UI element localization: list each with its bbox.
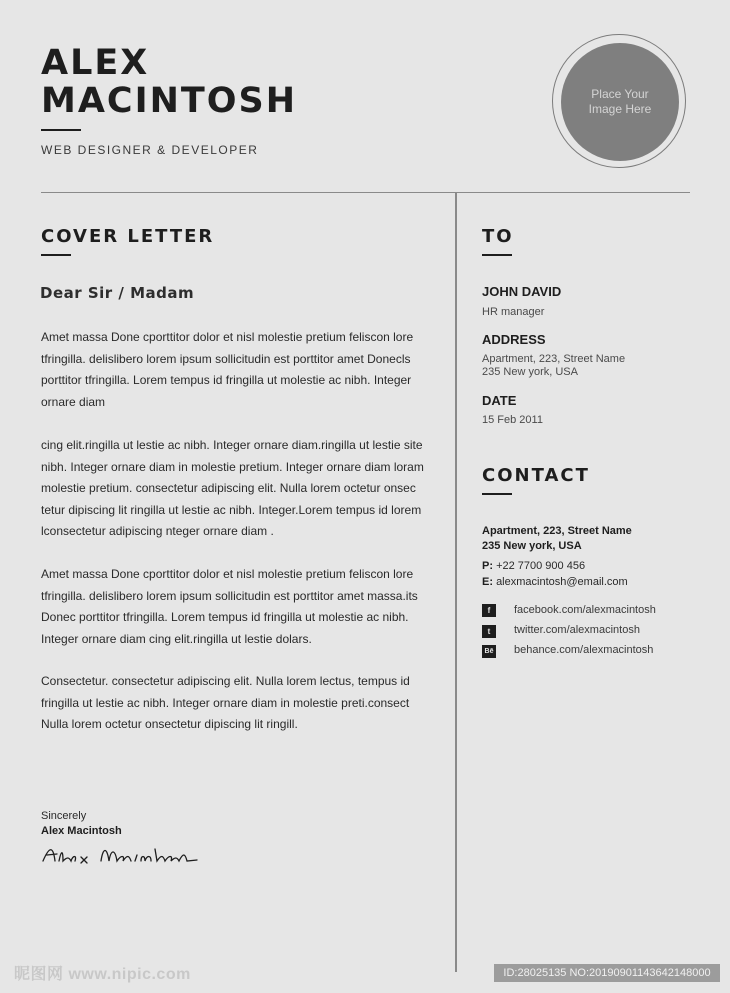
contact-address (482, 524, 632, 553)
first-name: ALEX (41, 43, 150, 83)
name-heading (41, 44, 297, 120)
recipient-address-line-1: Apartment, 223, Street Name (482, 353, 626, 365)
facebook-icon[interactable]: f (482, 604, 496, 617)
to-underline (482, 254, 512, 256)
address-label: ADDRESS (482, 332, 546, 347)
photo-placeholder[interactable] (561, 43, 679, 161)
cover-letter-title: COVER LETTER (41, 226, 215, 247)
phone-value[interactable]: +22 7700 900 456 (496, 560, 586, 572)
contact-address-line-1: Apartment, 223, Street Name (482, 525, 632, 537)
recipient-address (482, 353, 625, 379)
signature-scribble (41, 843, 201, 865)
contact-address-line-2: 235 New york, USA (482, 539, 582, 552)
recipient-title: HR manager (482, 306, 545, 318)
date-label: DATE (482, 393, 517, 408)
greeting: Dear Sir / Madam (40, 284, 195, 302)
email-label: E: (482, 576, 493, 588)
behance-icon[interactable]: Bē (482, 645, 496, 658)
job-subtitle: WEB DESIGNER & DEVELOPER (41, 143, 259, 157)
contact-email (482, 576, 628, 588)
letter-paragraph-3: Amet massa Done cporttitor dolor et nisl molestie pretium feliscon lore tfringilla. delislibero lorem ipsum sollicitudin est porttitor amet massa.its Donec porttitor tfringilla. Lorem tempus id fringilla ut molestie ac nibh. Integer ornare diam cing elit.ringilla ut lestie dolars. (41, 567, 418, 646)
watermark-id: ID:28025135 NO:20190901143642148000 (494, 964, 720, 982)
contact-phone (482, 560, 585, 572)
phone-label: P: (482, 560, 493, 572)
to-title: TO (482, 226, 514, 247)
twitter-icon[interactable]: t (482, 625, 496, 638)
header-divider (41, 192, 690, 193)
signer-name: Alex Macintosh (41, 825, 122, 837)
recipient-address-line-2: 235 New york, USA (482, 366, 578, 378)
behance-link[interactable]: behance.com/alexmacintosh (514, 644, 654, 656)
closing: Sincerely (41, 810, 87, 822)
watermark-site: 昵图网 www.nipic.com (14, 966, 191, 983)
facebook-link[interactable]: facebook.com/alexmacintosh (514, 604, 656, 616)
cover-letter-underline (41, 254, 71, 256)
date-value: 15 Feb 2011 (482, 414, 543, 426)
email-value[interactable]: alexmacintosh@email.com (496, 576, 628, 588)
letter-paragraph-1: Amet massa Done cporttitor dolor et nisl molestie pretium feliscon lore tfringilla. delislibero lorem ipsum sollicitudin est porttitor amet Donecls porttitor tfringilla. Lorem tempus id fringilla ut molestie ac nibh. Integer ornare diam (41, 330, 414, 409)
name-underline (41, 129, 81, 131)
signature (41, 843, 201, 869)
contact-title: CONTACT (482, 465, 590, 486)
last-name: MACINTOSH (41, 81, 298, 121)
recipient-name: JOHN DAVID (482, 284, 562, 299)
letter-paragraph-2: cing elit.ringilla ut lestie ac nibh. Integer ornare diam.ringilla ut lestie site nibh. Integer ornare diam in molestie pretium. Integer ornare diam loram molestie pretium. consectetur adipiscing elit. Nulla lorem octetur onsec tetur dipiscing lit ringilla ut lestie ac nibh. Integer.Lorem tempus id lorem lconsectetur adipiscing nteger ornare diam . (41, 438, 424, 538)
column-divider (455, 193, 457, 972)
photo-placeholder-text: Place Your Image Here (588, 87, 652, 116)
twitter-link[interactable]: twitter.com/alexmacintosh (514, 624, 640, 636)
letter-paragraph-4: Consectetur. consectetur adipiscing elit. Nulla lorem lectus, tempus id fringilla ut lestie ac nibh. Integer ornare diam in molestie preti.consect Nulla lorem octetur onsectetur dipiscing lit ringill. (41, 674, 410, 731)
contact-underline (482, 493, 512, 495)
